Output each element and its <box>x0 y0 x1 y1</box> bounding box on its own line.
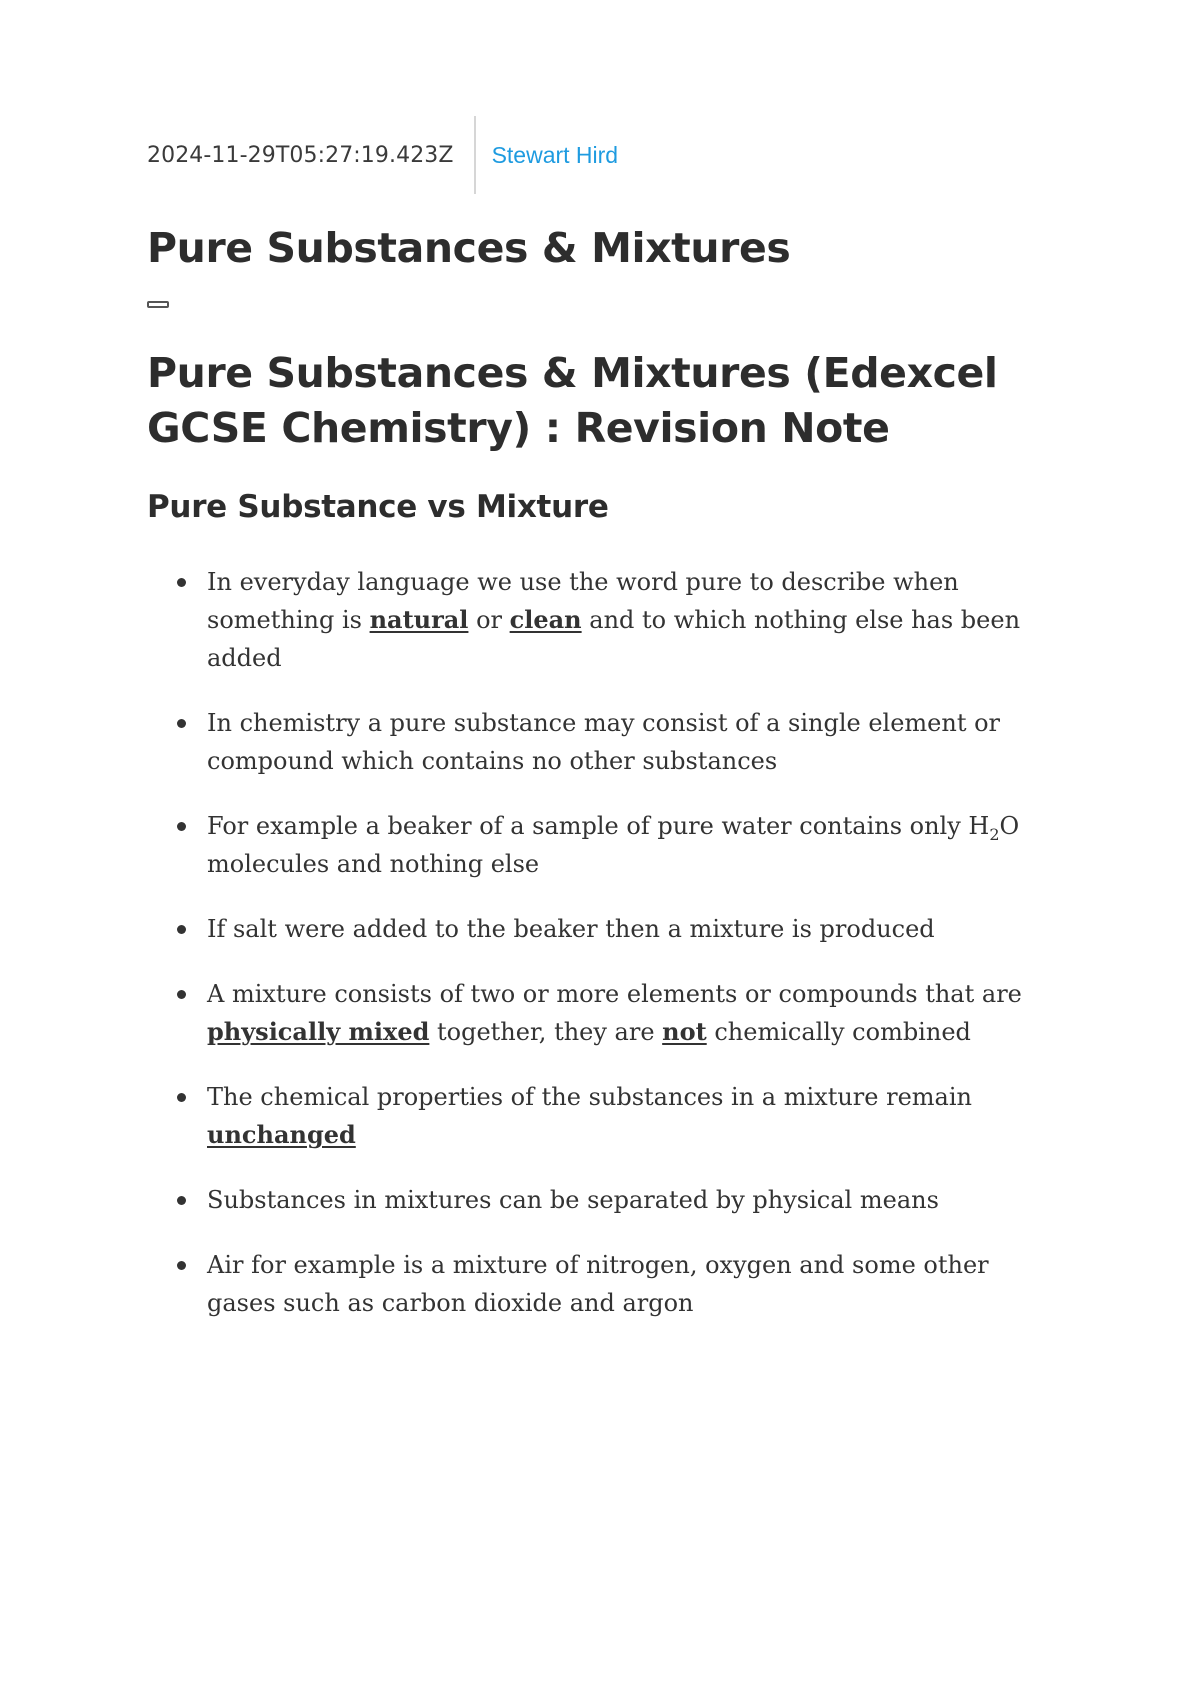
bullet-text: and to which nothing else has been added <box>207 606 1021 673</box>
bullet-dot-icon <box>177 925 186 934</box>
bullet-dot-icon <box>177 1261 186 1270</box>
author-link[interactable]: Stewart Hird <box>491 141 619 168</box>
bullet-text: In everyday language we use the word pure to describe when something is <box>207 568 959 635</box>
list-item <box>207 975 1037 1051</box>
bullet-text: For example a beaker of a sample of pure water contains only H <box>207 812 990 841</box>
bullet-text: A mixture consists of two or more elements or compounds that are <box>207 980 1022 1009</box>
list-item <box>207 1181 1037 1219</box>
keyword: not <box>662 1017 707 1047</box>
page-title: Pure Substances & Mixtures <box>147 224 791 272</box>
timestamp: 2024-11-29T05:27:19.423Z <box>147 142 454 168</box>
meta-divider <box>474 116 476 194</box>
bullet-dot-icon <box>177 719 186 728</box>
bullet-text: or <box>468 606 510 635</box>
bullet-text: together, they are <box>429 1018 663 1047</box>
bullet-dot-icon <box>177 1093 186 1102</box>
collapse-icon <box>147 301 169 308</box>
bullet-dot-icon <box>177 822 186 831</box>
bullet-dot-icon <box>177 1196 186 1205</box>
bullet-list <box>147 563 1057 1322</box>
article-meta <box>147 116 1057 194</box>
keyword: physically mixed <box>207 1017 430 1047</box>
document-page <box>147 116 1057 1349</box>
subscript: 2 <box>989 824 1000 844</box>
bullet-text: In chemistry a pure substance may consist of a single element or compound which contains no other substances <box>207 709 1001 776</box>
bullet-dot-icon <box>177 990 186 999</box>
list-item <box>207 910 1037 948</box>
bullet-text: chemically combined <box>706 1018 971 1047</box>
bullet-dot-icon <box>177 578 186 587</box>
list-item <box>207 1078 1037 1154</box>
list-item <box>207 704 1037 780</box>
bullet-text: Substances in mixtures can be separated by physical means <box>207 1186 939 1215</box>
keyword: clean <box>509 605 582 635</box>
article-subtitle: Pure Substances & Mixtures (Edexcel GCSE Chemistry) : Revision Note <box>147 349 998 453</box>
bullet-text: If salt were added to the beaker then a mixture is produced <box>207 915 935 944</box>
section-heading: Pure Substance vs Mixture <box>147 489 609 526</box>
keyword: natural <box>369 605 469 635</box>
keyword: unchanged <box>207 1120 356 1150</box>
list-item <box>207 807 1037 883</box>
bullet-text: Air for example is a mixture of nitrogen, oxygen and some other gases such as carbon dioxide and argon <box>207 1251 989 1318</box>
bullet-text: O molecules and nothing else <box>207 812 1020 879</box>
bullet-text: The chemical properties of the substances in a mixture remain <box>207 1083 972 1112</box>
list-item <box>207 563 1037 677</box>
list-item <box>207 1246 1037 1322</box>
